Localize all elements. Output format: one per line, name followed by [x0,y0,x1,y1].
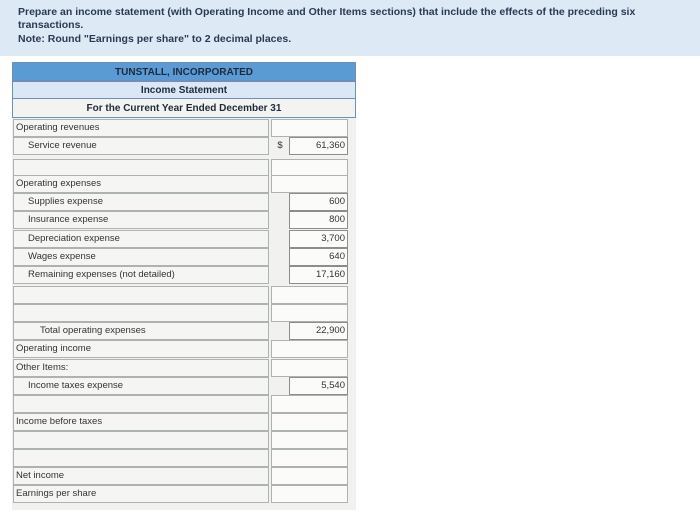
statement-period: For the Current Year Ended December 31 [12,99,356,118]
statement-row [12,137,356,155]
statement-row [12,230,356,248]
row-amount-input[interactable]: 3,700 [289,230,348,248]
row-label-input[interactable]: Income taxes expense [13,377,269,395]
statement-title: Income Statement [12,81,356,99]
row-label-input[interactable]: Income before taxes [13,413,269,431]
row-label-input[interactable]: Earnings per share [13,485,269,503]
dollar-sign: $ [277,140,283,151]
statement-row [12,359,356,377]
row-label-input[interactable]: Net income [13,467,269,485]
row-label-input[interactable]: Operating revenues [13,119,269,137]
statement-row [12,211,356,229]
statement-row [12,175,356,193]
row-label-input[interactable]: Supplies expense [13,193,269,211]
statement-row [12,467,356,485]
instructions-line-1: Prepare an income statement (with Operating Income and Other Items sections) that include the effects of the preceding six [18,6,636,18]
row-label-input[interactable]: Remaining expenses (not detailed) [13,266,269,284]
statement-row [12,431,356,449]
row-label-input[interactable] [13,286,269,304]
row-label-input[interactable]: Depreciation expense [13,230,269,248]
row-amount-input[interactable] [271,304,348,322]
row-amount-input[interactable] [271,395,348,413]
row-label-input[interactable]: Insurance expense [13,211,269,229]
company-name: TUNSTALL, INCORPORATED [12,62,356,81]
row-amount-input[interactable] [271,449,348,467]
row-label-input[interactable]: Service revenue [13,137,269,155]
instructions-line-2: transactions. [18,19,84,31]
row-amount-input[interactable]: 5,540 [289,377,348,395]
statement-row [12,193,356,211]
statement-row [12,340,356,358]
statement-row [12,485,356,503]
statement-row [12,413,356,431]
statement-row [12,322,356,340]
statement-row [12,286,356,304]
row-label-input[interactable]: Other Items: [13,359,269,377]
instructions-panel [0,0,700,56]
instructions-note: Note: Round "Earnings per share" to 2 decimal places. [18,33,292,45]
income-statement-worksheet [12,62,356,510]
row-label-input[interactable]: Operating expenses [13,175,269,193]
row-amount-input[interactable] [271,286,348,304]
row-amount-input[interactable]: 22,900 [289,322,348,340]
statement-row [12,248,356,266]
row-amount-input[interactable]: 800 [289,211,348,229]
row-label-input[interactable] [13,304,269,322]
row-amount-input[interactable] [271,175,348,193]
statement-row [12,395,356,413]
row-label-input[interactable]: Operating income [13,340,269,358]
row-amount-input[interactable]: 61,360 [289,137,348,155]
row-amount-input[interactable] [271,467,348,485]
statement-row [12,119,356,137]
row-label-input[interactable] [13,431,269,449]
row-amount-input[interactable]: 640 [289,248,348,266]
statement-row [12,377,356,395]
row-label-input[interactable]: Total operating expenses [13,322,269,340]
row-amount-input[interactable] [271,119,348,137]
row-label-input[interactable] [13,449,269,467]
row-label-input[interactable]: Wages expense [13,248,269,266]
row-label-input[interactable] [13,395,269,413]
statement-row [12,449,356,467]
row-amount-input[interactable]: 17,160 [289,266,348,284]
row-amount-input[interactable] [271,413,348,431]
row-amount-input[interactable] [271,340,348,358]
statement-row [12,304,356,322]
row-amount-input[interactable]: 600 [289,193,348,211]
row-amount-input[interactable] [271,359,348,377]
row-amount-input[interactable] [271,431,348,449]
row-amount-input[interactable] [271,485,348,503]
statement-row [12,266,356,284]
